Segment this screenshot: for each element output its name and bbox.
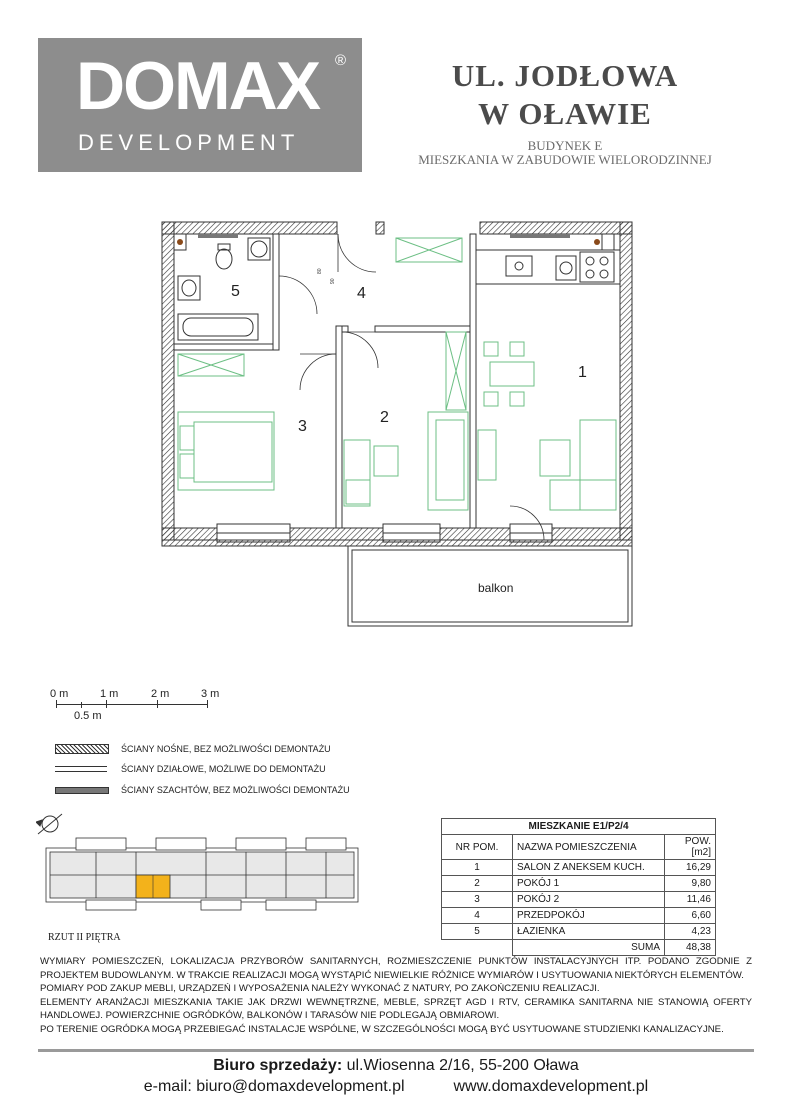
sales-office [38,1057,754,1075]
legend-item-shaft: ŚCIANY SZACHTÓW, BEZ MOŻLIWOŚCI DEMONTAŻU [121,785,350,795]
table-sum-row [442,940,716,956]
header-name: NAZWA POMIESZCZENIA [513,835,665,860]
row-name: PRZEDPOKÓJ [513,908,665,924]
note-paragraph: POMIARY POD ZAKUP MEBLI, URZĄDZEŃ I WYPOSAŻENIA NALEŻY WYKONAĆ Z NATURY, PO ZAKOŃCZENIU REALIZACJI. [40,983,600,995]
row-name: SALON Z ANEKSEM KUCH. [513,860,665,876]
row-nr: 3 [442,892,513,908]
footer-divider [38,1049,754,1052]
street-title: UL. JODŁOWA [451,58,679,93]
legend-swatch-load-bearing [55,744,109,754]
scale-tick-0: 0 m [50,688,69,700]
building-outline [46,838,358,910]
row-name: ŁAZIENKA [513,924,665,940]
load-bearing-walls [162,222,632,540]
scale-tick-3: 3 m [201,688,220,700]
kitchen-fixtures [396,238,620,284]
furniture-room-3 [178,412,274,490]
room-label-1: 1 [578,364,587,381]
building-subtitle: BUDYNEK E [527,138,603,153]
town-title: W OŁAWIE [478,96,652,131]
table-row [442,924,716,940]
row-nr: 2 [442,876,513,892]
logo-registered-mark: ® [334,52,346,69]
legend-swatch-shaft [55,787,109,794]
logo-brand: DOMAX [76,48,320,124]
legend-item-load-bearing: ŚCIANY NOŚNE, BEZ MOŻLIWOŚCI DEMONTAŻU [121,744,331,754]
email-link[interactable]: e-mail: biuro@domaxdevelopment.pl [143,1078,405,1095]
apartment-table [441,818,716,956]
scale-tick-1: 1 m [100,688,119,700]
row-area: 9,80 [665,876,716,892]
scale-bar [50,688,240,728]
compass-icon [36,814,62,834]
row-area: 4,23 [665,924,716,940]
room-label-5: 5 [231,283,240,300]
doors [279,234,544,540]
note-paragraph: ELEMENTY ARANŻACJI MIESZKANIA TAKIE JAK DRZWI WEWNĘTRZNE, MEBLE, SPRZĘT AGD I RTV, CERAMIKA SANITARNA NIE STANOWIĄ OFERTY HANDLOWEJ. POWIERZCHNIE OGRÓDKÓW, BALKONÓW I TARASÓW NIE PODLEGAJĄ OBMIAROWI. [40,996,752,1022]
table-row [442,860,716,876]
furniture-room-1 [478,342,616,510]
row-name: POKÓJ 1 [513,876,665,892]
website-link[interactable]: www.domaxdevelopment.pl [453,1078,649,1095]
row-area: 16,29 [665,860,716,876]
legend [55,742,355,802]
key-plan-caption: RZUT II PIĘTRA [48,932,121,943]
balcony-label: balkon [478,581,514,595]
table-row [442,876,716,892]
legend-item-partition: ŚCIANY DZIAŁOWE, MOŻLIWE DO DEMONTAŻU [121,764,326,774]
row-area: 11,46 [665,892,716,908]
door-mark-80: 80 [317,268,323,274]
legend-swatch-partition [55,766,107,772]
header-nr: NR POM. [442,835,513,860]
row-name: POKÓJ 2 [513,892,665,908]
door-mark-90: 90 [330,278,336,284]
shaft-walls [174,234,614,250]
table-header-row [442,835,716,860]
logo-subtitle: DEVELOPMENT [78,130,300,155]
note-paragraph: WYMIARY POMIESZCZEŃ, LOKALIZACJA PRZYBORÓW SANITARNYCH, ROZMIESZCZENIE PUNKTÓW INSTALACYJNYCH ITP. PODANO ZGODNIE Z PROJEKTEM BUDOWLANYM. W TRAKCIE REALIZACJI MOGĄ WYSTĄPIĆ NIEWIELKIE RÓŻNICE WYMIARÓW I USYTUOWANIA NIEKTÓRYCH ELEMENTÓW. [40,956,752,981]
row-nr: 4 [442,908,513,924]
contact-line [38,1078,754,1096]
room-label-2: 2 [380,409,389,426]
table-title: MIESZKANIE E1/P2/4 [442,819,716,835]
row-area: 6,60 [665,908,716,924]
row-nr: 5 [442,924,513,940]
company-logo [38,38,362,172]
bathroom-fixtures [178,238,270,376]
partition-walls [174,234,476,528]
office-label: Biuro sprzedaży: [213,1057,343,1074]
key-plan [36,812,366,922]
furniture-room-2 [344,332,468,510]
table-row [442,892,716,908]
sum-value: 48,38 [665,940,716,956]
header-area: POW.[m2] [665,835,716,860]
room-label-3: 3 [298,418,307,435]
note-paragraph: PO TERENIE OGRÓDKA MOGĄ PRZEBIEGAĆ INSTALACJE WSPÓLNE, W SZCZEGÓLNOŚCI MOGĄ BYĆ USYTUOWANE STUDZIENKI KANALIZACYJNE. [40,1023,724,1035]
disclaimer-notes [40,955,752,1037]
room-label-4: 4 [357,285,366,302]
scale-tick-2: 2 m [151,688,170,700]
scale-half: 0.5 m [74,710,102,722]
balcony [162,540,632,626]
floor-plan [150,214,650,644]
sum-label: SUMA [513,940,665,956]
row-nr: 1 [442,860,513,876]
office-address: ul.Wiosenna 2/16, 55-200 Oława [342,1057,579,1074]
table-row [442,908,716,924]
description-subtitle: MIESZKANIA W ZABUDOWIE WIELORODZINNEJ [418,152,712,167]
